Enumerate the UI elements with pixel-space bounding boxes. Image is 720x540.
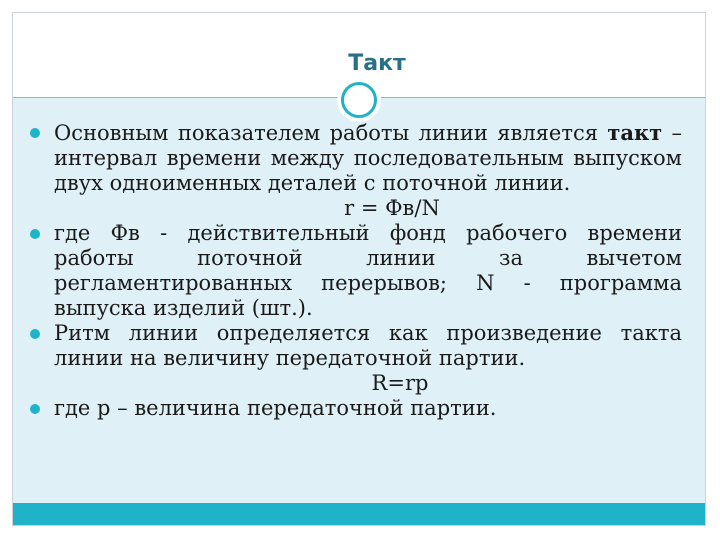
bullet-icon — [30, 329, 40, 339]
bullet-item-takt-definition — [30, 120, 682, 196]
takt-formula: r = Фв/N — [344, 196, 440, 220]
bullet-icon — [30, 404, 40, 414]
p-definition-text: где р – величина передаточной партии. — [54, 396, 497, 420]
circle-ornament-icon — [337, 78, 381, 122]
bullet-icon — [30, 128, 40, 138]
bullet-icon — [30, 229, 40, 239]
circle-ornament-inner — [341, 82, 377, 118]
bottom-accent-bar — [13, 503, 705, 525]
slide-title: Такт — [348, 51, 406, 76]
fv-definition-text: где Фв - действительный фонд рабочего времени работы поточной линии за вычетом регламентированных перерывов; N - программа выпуска изделий (шт.). — [54, 221, 682, 320]
rhythm-definition-text: Ритм линии определяется как произведение такта линии на величину передаточной партии. — [54, 321, 682, 370]
body-text — [30, 120, 682, 421]
takt-definition-rest: – интервал времени между последовательным выпуском двух одноименных деталей с поточной линии. — [54, 121, 682, 195]
bullet-item-fv-definition — [30, 221, 682, 321]
takt-definition-lead: Основным показателем работы линии является — [54, 121, 608, 145]
bullet-item-p-definition — [30, 396, 682, 421]
takt-term: такт — [607, 120, 663, 145]
bullet-item-rhythm-definition — [30, 321, 682, 371]
rhythm-formula: R=rp — [371, 371, 429, 395]
